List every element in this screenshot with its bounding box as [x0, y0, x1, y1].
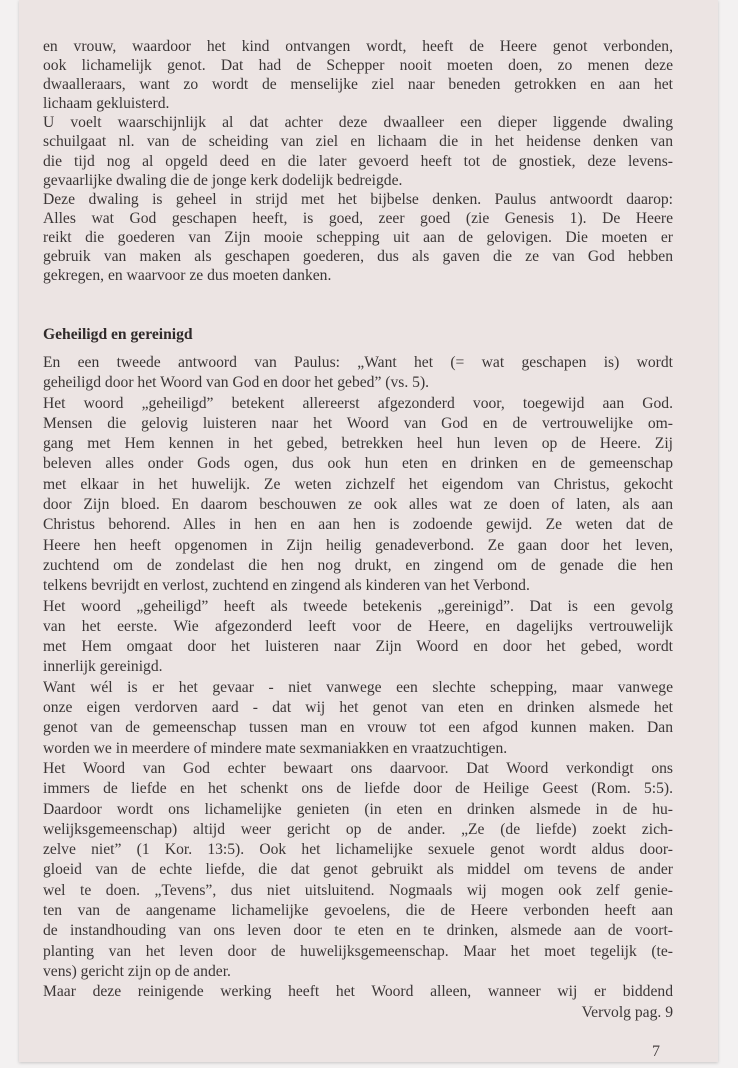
text-line: zuchtend om de zondelast die hen nog drukt, en zingend om de genade die hen	[43, 556, 673, 574]
page-number: 7	[652, 1043, 660, 1060]
text-line: vens) gericht zijn op de ander.	[43, 962, 231, 980]
text-line: U voelt waarschijnlijk al dat achter deze dwaalleer een dieper liggende dwaling	[43, 114, 673, 132]
text-line: reikt die goederen van Zijn mooie schepping uit aan de gelovigen. Die moeten er	[43, 228, 673, 246]
text-line: Want wél is er het gevaar - niet vanwege een slechte schepping, maar vanwege	[43, 678, 673, 696]
text-line: onze eigen verdorven aard - dat wij het genot van eten en drinken alsmede het	[43, 699, 673, 717]
text-line: gloeid van de echte liefde, die dat genot gebruikt als middel om tevens de ander	[43, 861, 673, 879]
text-line: Alles wat God geschapen heeft, is goed, zeer goed (zie Genesis 1). De Heere	[43, 209, 673, 227]
text-line: dwaalleraars, want zo wordt de menselijke ziel naar beneden getrokken en aan het	[43, 76, 673, 94]
text-line: telkens bevrijdt en verlost, zuchtend en zingend als kinderen van het Verbond.	[43, 577, 530, 595]
paragraph	[43, 982, 673, 1002]
text-line: Het Woord van God echter bewaart ons daarvoor. Dat Woord verkondigt ons	[43, 759, 673, 777]
text-line: Deze dwaling is geheel in strijd met het bijbelse denken. Paulus antwoordt daarop:	[43, 190, 673, 208]
text-line: beleven alles onder Gods ogen, dus ook hun eten en drinken en de gemeenschap	[43, 455, 673, 473]
text-line: gekregen, en waarvoor ze dus moeten danken.	[43, 267, 332, 285]
continuation-note: Vervolg pag. 9	[581, 1003, 673, 1021]
paragraph	[43, 759, 673, 982]
text-line: door Zijn bloed. En daarom beschouwen ze ook alles wat ze doen of laten, als aan	[43, 496, 673, 514]
text-line: van het eerste. Wie afgezonderd leeft voor de Heere, en dagelijks vertrouwelijk	[43, 617, 673, 635]
section-geheiligd	[43, 353, 673, 1023]
text-line: lichaam gekluisterd.	[43, 95, 170, 113]
text-line: gang met Hem kennen in het gebed, betrekken heel hun leven op de Heere. Zij	[43, 435, 673, 453]
text-line: Mensen die gelovig luisteren naar het Woord van God en de vertrouwelijke om-	[43, 414, 673, 432]
paragraph	[43, 597, 673, 678]
text-line: Maar deze reinigende werking heeft het Woord alleen, wanneer wij er biddend	[43, 983, 673, 1001]
text-line: planting van het leven door de huwelijksgemeenschap. Maar het moet tegelijk (te-	[43, 942, 673, 960]
paragraph	[43, 190, 673, 285]
text-line: En een tweede antwoord van Paulus: „Want het (= wat geschapen is) wordt	[43, 354, 673, 371]
paragraph	[43, 394, 673, 597]
text-line: welijksgemeenschap) altijd weer gericht op de ander. „Ze (de liefde) zoekt zich-	[43, 820, 673, 838]
text-line: en vrouw, waardoor het kind ontvangen wordt, heeft de Heere genot verbonden,	[43, 38, 673, 55]
paragraph	[43, 113, 673, 189]
text-line: geheiligd door het Woord van God en door het gebed” (vs. 5).	[43, 374, 430, 392]
text-line: innerlijk gereinigd.	[43, 658, 163, 676]
text-line: Het woord „geheiligd” heeft als tweede betekenis „gereinigd”. Dat is een gevolg	[43, 597, 673, 615]
text-line: met Hem omgaat door het luisteren naar Zijn Woord en door het gebed, wordt	[43, 638, 673, 656]
text-line: Het woord „geheiligd” betekent allereerst afgezonderd voor, toegewijd aan God.	[43, 394, 673, 412]
text-line: schuilgaat nl. van de scheiding van ziel en lichaam die in het heidense denken van	[43, 133, 673, 151]
text-line: genot van de gemeenschap tussen man en vrouw tot een afgod kunnen maken. Dan	[43, 719, 673, 737]
text-line: immers de liefde en het schenkt ons de liefde door de Heilige Geest (Rom. 5:5).	[43, 780, 673, 798]
text-line: gebruik van maken als geschapen goederen, dus als gaven die ze van God hebben	[43, 248, 673, 266]
text-line: Heere hen heeft opgenomen in Zijn heilig genadeverbond. Ze gaan door het leven,	[43, 536, 673, 554]
section-heading: Geheiligd en gereinigd	[43, 326, 193, 343]
paragraph	[43, 37, 673, 113]
text-line: ten van de aangename lichamelijke gevoelens, die de Heere verbonden heeft aan	[43, 902, 673, 920]
paragraph	[43, 353, 673, 394]
text-line: Christus behorend. Alles in hen en aan hen is zodoende gewijd. Ze weten dat de	[43, 516, 673, 534]
text-line: wel te doen. „Tevens”, dus niet uitsluitend. Nogmaals wij mogen ook zelf genie-	[43, 881, 673, 899]
text-line: ook lichamelijk genot. Dat had de Schepper nooit moeten doen, zo menen deze	[43, 57, 673, 75]
text-line: worden we in meerdere of mindere mate sexmaniakken en vraatzuchtigen.	[43, 739, 508, 757]
text-line: met elkaar in het huwelijk. Ze weten zichzelf het eigendom van Christus, gekocht	[43, 475, 673, 493]
text-line: zelve niet” (1 Kor. 13:5). Ook het lichamelijke sexuele genot wordt aldus door-	[43, 841, 673, 859]
paragraph	[43, 678, 673, 759]
text-line: de instandhouding van ons leven door te eten en te drinken, alsmede aan de voort-	[43, 922, 673, 940]
text-line: gevaarlijke dwaling die de jonge kerk dodelijk bedreigde.	[43, 171, 403, 189]
text-line: Daardoor wordt ons lichamelijke genieten (in eten en drinken alsmede in de hu-	[43, 800, 673, 818]
section-intro	[43, 37, 673, 285]
text-line: die tijd nog al opgeld deed en die later gevoerd heeft tot de gnostiek, deze levens-	[43, 152, 673, 170]
